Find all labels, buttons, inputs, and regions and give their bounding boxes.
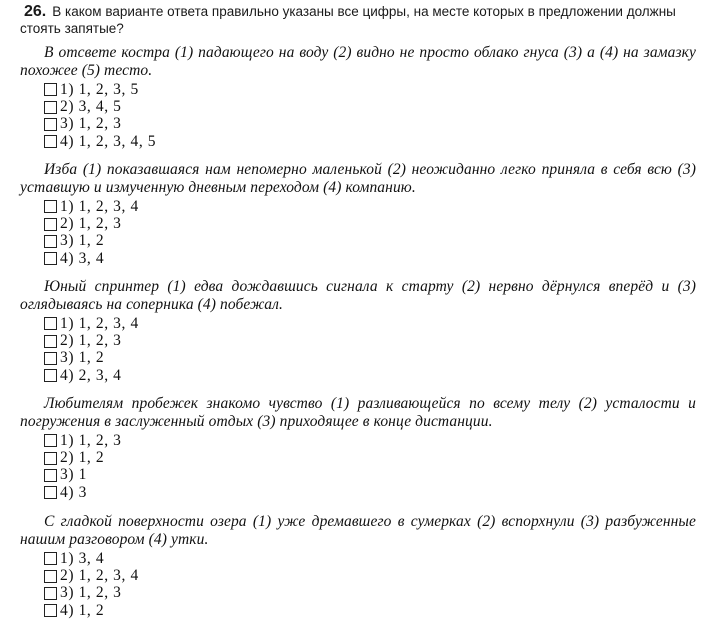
option-label: 3) 1, 2: [60, 232, 105, 250]
task-3: [20, 278, 696, 385]
checkbox-icon[interactable]: [44, 352, 57, 365]
checkbox-icon[interactable]: [44, 434, 57, 447]
answer-option-3[interactable]: [44, 467, 696, 484]
option-label: 1) 1, 2, 3, 4: [60, 314, 139, 332]
checkbox-icon[interactable]: [44, 218, 57, 231]
answer-option-1[interactable]: [44, 432, 696, 449]
option-label: 3) 1, 2, 3: [60, 584, 122, 602]
checkbox-icon[interactable]: [44, 252, 57, 265]
answer-options: [20, 315, 696, 385]
option-label: 3) 1, 2, 3: [60, 115, 122, 133]
checkbox-icon[interactable]: [44, 83, 57, 96]
answer-option-3[interactable]: [44, 350, 696, 367]
option-label: 1) 1, 2, 3, 4: [60, 197, 139, 215]
answer-option-1[interactable]: [44, 81, 696, 98]
checkbox-icon[interactable]: [44, 587, 57, 600]
option-label: 1) 1, 2, 3: [60, 431, 122, 449]
answer-option-2[interactable]: [44, 215, 696, 232]
option-label: 3) 1, 2: [60, 349, 105, 367]
checkbox-icon[interactable]: [44, 101, 57, 114]
answer-options: [20, 432, 696, 502]
answer-option-4[interactable]: [44, 367, 696, 384]
option-label: 3) 1: [60, 466, 87, 484]
answer-options: [20, 198, 696, 268]
task-sentence: Любителям пробежек знакомо чувство (1) разливающейся по всему телу (2) усталости и погружения в заслуженный отдых (3) приходящее в конце дистанции.: [20, 395, 696, 430]
answer-option-4[interactable]: [44, 250, 696, 267]
checkbox-icon[interactable]: [44, 369, 57, 382]
answer-option-2[interactable]: [44, 449, 696, 466]
answer-options: [20, 81, 696, 151]
answer-option-1[interactable]: [44, 198, 696, 215]
option-label: 4) 1, 2: [60, 601, 105, 619]
checkbox-icon[interactable]: [44, 552, 57, 565]
task-1: [20, 44, 696, 151]
answer-option-1[interactable]: [44, 315, 696, 332]
answer-option-3[interactable]: [44, 585, 696, 602]
answer-option-2[interactable]: [44, 98, 696, 115]
checkbox-icon[interactable]: [44, 135, 57, 148]
option-label: 2) 1, 2: [60, 449, 105, 467]
option-label: 4) 3, 4: [60, 249, 105, 267]
option-label: 4) 3: [60, 483, 87, 501]
checkbox-icon[interactable]: [44, 335, 57, 348]
checkbox-icon[interactable]: [44, 469, 57, 482]
task-sentence: Юный спринтер (1) едва дождавшись сигнала к старту (2) нервно дёрнулся вперёд и (3) оглядываясь на соперника (4) побежал.: [20, 278, 696, 313]
option-label: 4) 1, 2, 3, 4, 5: [60, 132, 157, 150]
answer-options: [20, 550, 696, 620]
task-4: [20, 395, 696, 502]
answer-option-2[interactable]: [44, 332, 696, 349]
checkbox-icon[interactable]: [44, 570, 57, 583]
task-5: [20, 513, 696, 620]
checkbox-icon[interactable]: [44, 118, 57, 131]
task-2: [20, 161, 696, 268]
option-label: 2) 1, 2, 3: [60, 215, 122, 233]
task-sentence: С гладкой поверхности озера (1) уже дремавшего в сумерках (2) вспорхнули (3) разбуженные нашим разговором (4) утки.: [20, 513, 696, 548]
answer-option-3[interactable]: [44, 116, 696, 133]
checkbox-icon[interactable]: [44, 452, 57, 465]
question-header: [20, 3, 696, 37]
task-sentence: Изба (1) показавшаяся нам непомерно маленькой (2) неожиданно легко приняла в себя всю (3) уставшую и измученную дневным переходом (4) компанию.: [20, 161, 696, 196]
option-label: 2) 1, 2, 3: [60, 332, 122, 350]
question-number: 26.: [24, 3, 47, 20]
option-label: 2) 1, 2, 3, 4: [60, 567, 139, 585]
option-label: 4) 2, 3, 4: [60, 366, 122, 384]
checkbox-icon[interactable]: [44, 200, 57, 213]
question-instruction: В каком варианте ответа правильно указаны все цифры, на месте которых в предложении должны стоять запятые?: [20, 4, 676, 36]
option-label: 1) 3, 4: [60, 549, 105, 567]
option-label: 2) 3, 4, 5: [60, 98, 122, 116]
task-sentence: В отсвете костра (1) падающего на воду (2) видно не просто облако гнуса (3) а (4) на замазку похожее (5) тесто.: [20, 44, 696, 79]
checkbox-icon[interactable]: [44, 604, 57, 617]
answer-option-3[interactable]: [44, 233, 696, 250]
answer-option-4[interactable]: [44, 602, 696, 619]
answer-option-1[interactable]: [44, 550, 696, 567]
checkbox-icon[interactable]: [44, 486, 57, 499]
checkbox-icon[interactable]: [44, 317, 57, 330]
option-label: 1) 1, 2, 3, 5: [60, 80, 139, 98]
checkbox-icon[interactable]: [44, 235, 57, 248]
answer-option-4[interactable]: [44, 484, 696, 501]
answer-option-4[interactable]: [44, 133, 696, 150]
answer-option-2[interactable]: [44, 567, 696, 584]
